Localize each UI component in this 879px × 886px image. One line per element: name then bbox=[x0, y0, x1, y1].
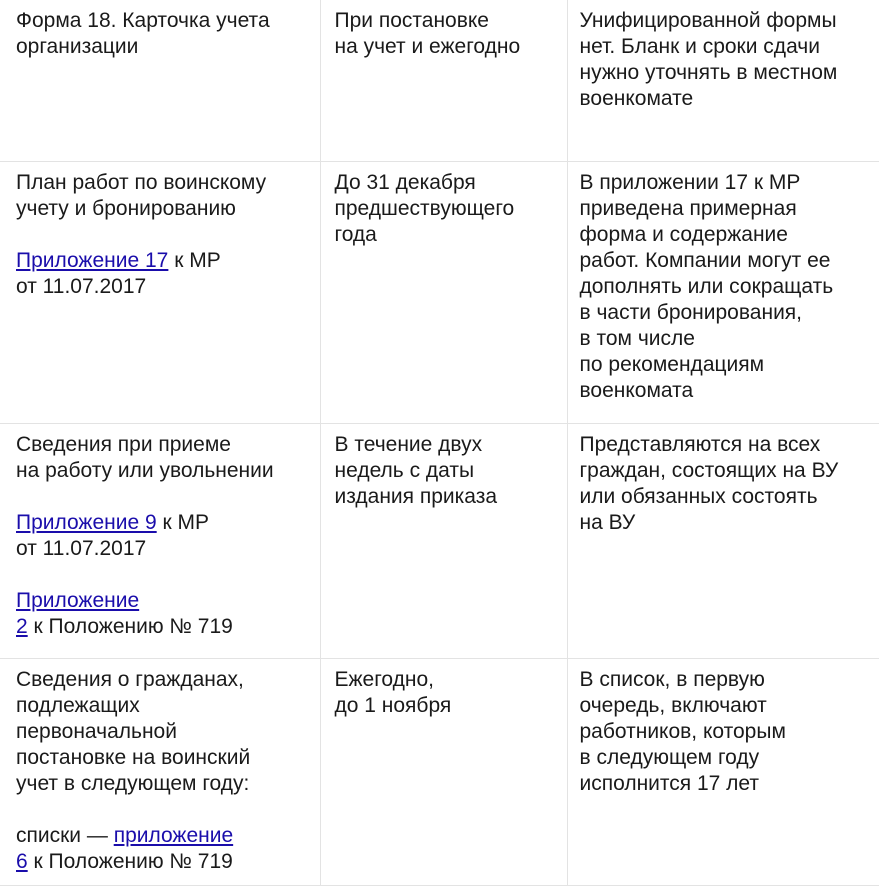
reference-tail: к МР bbox=[168, 248, 221, 272]
reference-date: от 11.07.2017 bbox=[16, 274, 147, 298]
deadline-text: В течение двух недель с даты издания приказа bbox=[334, 432, 498, 508]
document-name: Форма 18. Карточка учета организации bbox=[16, 9, 270, 58]
document-name: План работ по воинскому учету и бронированию bbox=[16, 170, 267, 220]
reference-2-line2 bbox=[16, 614, 306, 640]
notes-text: Представляются на всех граждан, состоящих на ВУ или обязанных состоять на ВУ bbox=[579, 432, 839, 534]
appendix-2-link-line2[interactable]: 2 bbox=[16, 614, 28, 638]
paragraph-gap bbox=[16, 222, 306, 248]
appendix-2-link-line1[interactable]: Приложение bbox=[16, 588, 140, 612]
deadline-cell bbox=[320, 658, 567, 885]
reference bbox=[16, 823, 306, 849]
document-name: Сведения при приеме на работу или увольнении bbox=[16, 432, 274, 482]
reference-tail: к МР bbox=[156, 510, 210, 534]
document-cell bbox=[0, 161, 320, 423]
table-row bbox=[0, 423, 879, 658]
deadline-text: Ежегодно, до 1 ноября bbox=[334, 667, 452, 717]
appendix-6-link-line2[interactable]: 6 bbox=[16, 849, 28, 873]
reference-line2 bbox=[16, 849, 306, 875]
document-cell bbox=[0, 0, 320, 161]
document-cell bbox=[0, 658, 320, 885]
notes-text: В приложении 17 к МР приведена примерная форма и содержание работ. Компании могут ее дополнять или сокращать в части бронирования, в том числе по рекомендациям военкомата bbox=[579, 170, 834, 402]
notes-cell bbox=[567, 658, 879, 885]
deadline-text: При постановке на учет и ежегодно bbox=[334, 9, 521, 58]
notes-cell bbox=[567, 161, 879, 423]
reference-prefix: списки — bbox=[16, 823, 114, 847]
appendix-17-link[interactable]: Приложение 17 bbox=[16, 248, 169, 272]
appendix-6-link-line1[interactable]: приложение bbox=[113, 823, 234, 847]
document-name: Сведения о гражданах, подлежащих первоначальной постановке на воинский учет в следующем году: bbox=[16, 667, 251, 795]
reference-date: от 11.07.2017 bbox=[16, 536, 147, 560]
reference-tail: к Положению № 719 bbox=[27, 849, 233, 873]
notes-text: Унифицированной формы нет. Бланк и сроки сдачи нужно уточнять в местном военкомате bbox=[579, 9, 838, 110]
table-row bbox=[0, 161, 879, 423]
reference bbox=[16, 248, 306, 274]
reference-tail: к Положению № 719 bbox=[27, 614, 233, 638]
deadline-cell bbox=[320, 0, 567, 161]
reference-2 bbox=[16, 588, 306, 614]
paragraph-gap bbox=[16, 484, 306, 510]
notes-cell bbox=[567, 423, 879, 658]
table-row bbox=[0, 658, 879, 885]
paragraph-gap bbox=[16, 797, 306, 823]
deadline-cell bbox=[320, 423, 567, 658]
deadline-cell bbox=[320, 161, 567, 423]
paragraph-gap bbox=[16, 562, 306, 588]
notes-cell bbox=[567, 0, 879, 161]
notes-text: В список, в первую очередь, включают работников, которым в следующем году исполнится 17 лет bbox=[579, 667, 786, 795]
deadline-text: До 31 декабря предшествующего года bbox=[334, 170, 515, 246]
document-cell bbox=[0, 423, 320, 658]
reference bbox=[16, 510, 306, 536]
table-row bbox=[0, 0, 879, 161]
appendix-9-link[interactable]: Приложение 9 bbox=[16, 510, 157, 534]
